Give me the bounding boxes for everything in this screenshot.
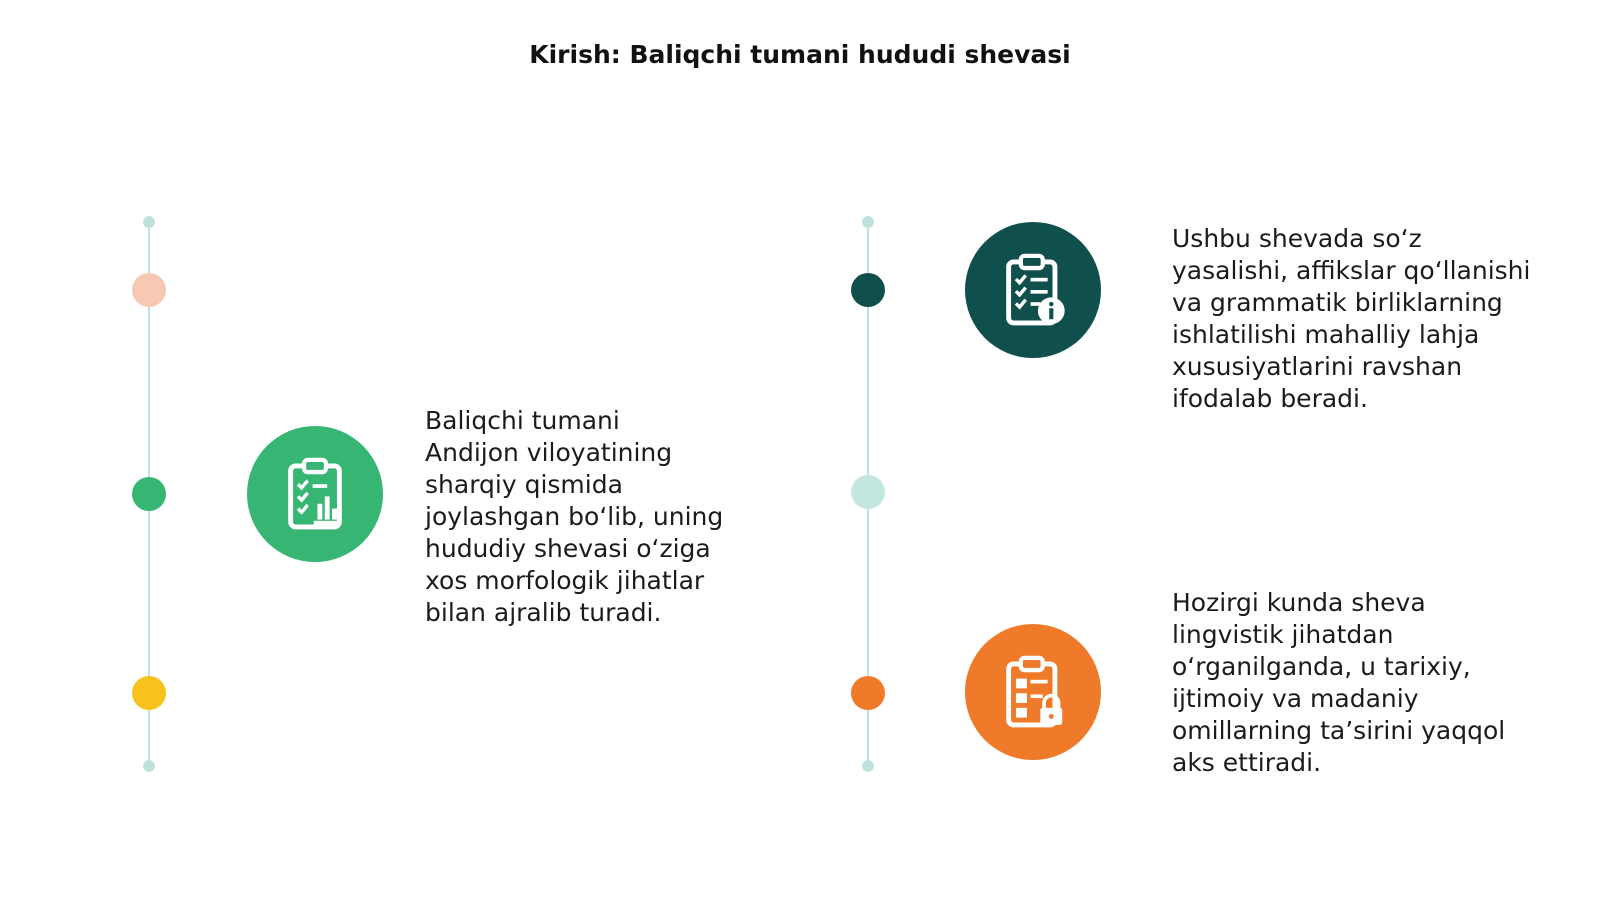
item-text-3: Hozirgi kunda sheva lingvistik jihatdan o‘rganilganda, u tarixiy, ijtimoiy va madaniy omillarning ta’sirini yaqqol aks ettiradi.: [1172, 588, 1506, 777]
page-title: Kirish: Baliqchi tumani hududi shevasi: [529, 40, 1071, 69]
timeline-node-orange: [851, 676, 885, 710]
timeline-endpoint-bottom-left: [143, 760, 155, 772]
timeline-node-green: [132, 477, 166, 511]
item-text-1: Baliqchi tumani Andijon viloyatining sharqiy qismida joylashgan bo‘lib, uning hududiy shevasi o‘ziga xos morfologik jihatlar bilan ajralib turadi.: [425, 406, 724, 627]
timeline-endpoint-top-right: [862, 216, 874, 228]
clipboard-chart-icon: [276, 455, 354, 533]
timeline-endpoint-top-left: [143, 216, 155, 228]
timeline-endpoint-bottom-right: [862, 760, 874, 772]
timeline-node-dark-teal: [851, 273, 885, 307]
icon-badge-green: [247, 426, 383, 562]
icon-badge-dark-teal: [965, 222, 1101, 358]
timeline-node-yellow: [132, 676, 166, 710]
clipboard-lock-icon: [994, 653, 1072, 731]
timeline-node-peach: [132, 273, 166, 307]
timeline-node-mint: [851, 475, 885, 509]
clipboard-info-icon: [994, 251, 1072, 329]
icon-badge-orange: [965, 624, 1101, 760]
item-text-2: Ushbu shevada so‘z yasalishi, affikslar qo‘llanishi va grammatik birliklarning ishlatilishi mahalliy lahja xususiyatlarini ravshan ifodalab beradi.: [1172, 224, 1531, 413]
